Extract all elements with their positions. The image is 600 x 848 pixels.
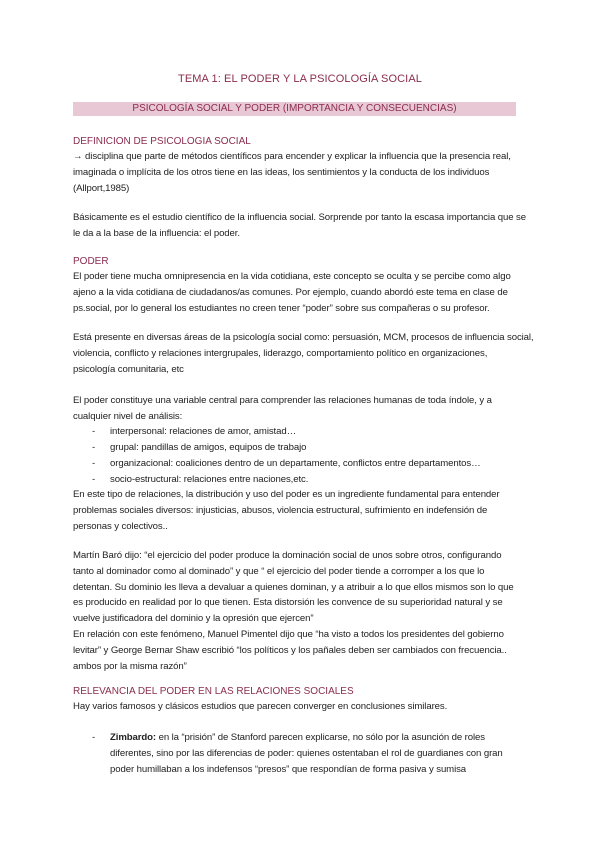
- text-line: problemas sociales diversos: injusticias, abusos, violencia estructural, sufrimiento en indefensión de: [73, 504, 488, 516]
- page-title: TEMA 1: EL PODER Y LA PSICOLOGÍA SOCIAL: [178, 73, 422, 85]
- list-dash: -: [92, 442, 96, 453]
- zimbardo-line: diferentes, sino por las diferencias de poder: quienes ostentaban el rol de guardianes con gran: [110, 748, 503, 759]
- list-dash: -: [92, 426, 96, 437]
- quote-paragraph: [73, 548, 533, 674]
- zimbardo-label: Zimbardo:: [110, 732, 157, 743]
- text-line: ps.social, por lo general los estudiantes no creen tener “poder” sobre sus compañeras o su profesor.: [73, 302, 490, 314]
- section-subtitle: PSICOLOGÍA SOCIAL Y PODER (IMPORTANCIA Y CONSECUENCIAS): [132, 103, 457, 114]
- relevancia-heading: RELEVANCIA DEL PODER EN LAS RELACIONES SOCIALES: [73, 686, 354, 697]
- definition-heading: DEFINICION DE PSICOLOGIA SOCIAL: [73, 136, 251, 147]
- basic-paragraph: [73, 210, 533, 242]
- poder-paragraph-2: [73, 330, 533, 377]
- text-line: El poder constituye una variable central para comprender las relaciones humanas de toda índole, y a: [73, 395, 492, 406]
- text-line: psicología comunitaria, etc: [73, 363, 184, 375]
- text-line: le da a la base de la influencia: el poder.: [73, 227, 240, 239]
- text-line: tanto al dominador como al dominado” y que “ el ejercicio del poder tiende a corromper a los que lo: [73, 565, 485, 577]
- zimbardo-line: poder humillaban a los indefensos “presos” que respondían de forma pasiva y sumisa: [110, 764, 467, 775]
- list-dash: -: [92, 458, 96, 469]
- text-line: ajeno a la vida cotidiana de ciudadanos/as comunes. Por ejemplo, cuando abordó este tema en clase de: [73, 286, 508, 298]
- list-item: socio-estructural: relaciones entre naciones,etc.: [110, 474, 309, 485]
- text-line: En este tipo de relaciones, la distribución y uso del poder es un ingrediente fundamental para entender: [73, 489, 500, 500]
- poder-paragraph-1: [73, 269, 533, 316]
- text-line: vuelve justificadora del dominio y la opresión que ejercen”: [73, 613, 314, 625]
- text-line: Básicamente es el estudio científico de la influencia social. Sorprende por tanto la escasa importancia que se: [73, 212, 526, 223]
- text-line: levitar” y George Bernar Shaw escribió “los políticos y los pañales deben ser cambiados con frecuencia..: [73, 644, 507, 656]
- text-line: → disciplina que parte de métodos científicos para encender y explicar la influencia que la presencia real,: [73, 151, 511, 162]
- list-item: grupal: pandillas de amigos, equipos de trabajo: [110, 442, 307, 453]
- list-item: organizacional: coaliciones dentro de un departamente, conflictos entre departamentos…: [110, 458, 481, 469]
- text-line: es producido en realidad por lo que tienen. Esta distorsión les convence de su superioridad natural y se: [73, 597, 503, 609]
- text-line: Hay varios famosos y clásicos estudios que parecen converger en conclusiones similares.: [73, 701, 448, 712]
- zimbardo-line: [110, 730, 485, 746]
- list-dash: -: [92, 474, 96, 485]
- zimbardo-text: en la “prisión” de Stanford parecen explicarse, no sólo por la asunción de roles: [156, 732, 485, 743]
- text-line: Está presente en diversas áreas de la psicología social como: persuasión, MCM, procesos de influencia social,: [73, 332, 534, 343]
- poder-paragraph-3: [73, 393, 533, 425]
- definition-paragraph: [73, 149, 533, 196]
- text-line: cualquier nivel de análisis:: [73, 410, 183, 422]
- poder-heading: PODER: [73, 256, 109, 267]
- text-line: (Allport,1985): [73, 182, 130, 194]
- text-line: violencia, conflicto y relaciones intergrupales, liderazgo, comportamiento político en organizaciones,: [73, 347, 488, 359]
- text-line: En relación con este fenómeno, Manuel Pimentel dijo que “ha visto a todos los presidentes del gobierno: [73, 628, 504, 640]
- list-dash: -: [92, 732, 96, 743]
- relevancia-paragraph: [73, 699, 533, 715]
- text-line: imaginada o implícita de los otros tiene en las ideas, los sentimientos y la conducta de los individuos: [73, 166, 490, 178]
- text-line: personas y colectivos..: [73, 520, 168, 532]
- text-line: ambos por la misma razón”: [73, 660, 187, 672]
- text-line: detentan. Su dominio les lleva a devaluar a quienes dominan, y a atribuir a lo que ellos mismos son lo que: [73, 581, 514, 593]
- text-line: El poder tiene mucha omnipresencia en la vida cotidiana, este concepto se oculta y se percibe como algo: [73, 271, 511, 282]
- poder-paragraph-4: [73, 487, 533, 534]
- list-item: interpersonal: relaciones de amor, amistad…: [110, 426, 297, 437]
- text-line: Martín Baró dijo: “el ejercicio del poder produce la dominación social de unos sobre otros, configurando: [73, 550, 502, 561]
